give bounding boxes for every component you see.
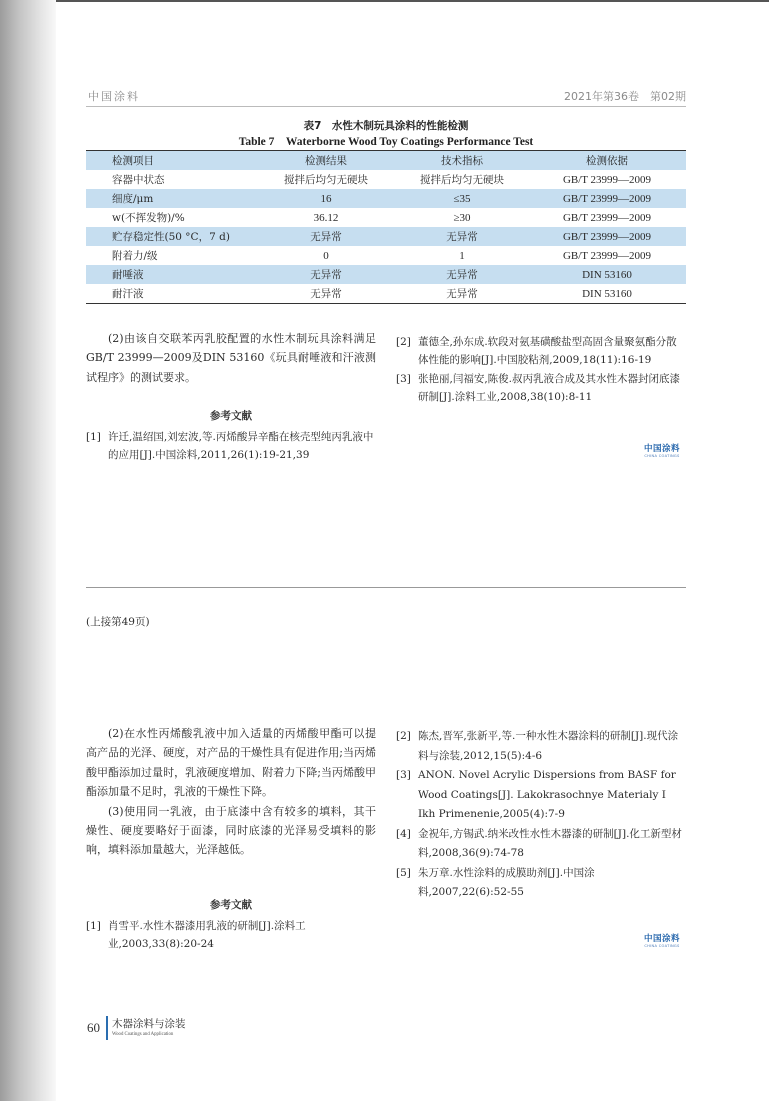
reference-number: [1]: [86, 431, 101, 443]
reference-text: 董德全,孙东成.软段对氨基磺酸盐型高固含量聚氨酯分散体性能的影响[J].中国胶粘剂,2009,18(11):16-19: [418, 336, 677, 367]
reference-text: 陈杰,晋军,张新平,等.一种水性木器涂料的研制[J].现代涂料与涂装,2012,15(5):4-6: [418, 730, 679, 762]
table-cell: 16: [256, 189, 396, 208]
reference-text: 肖雪平.水性木器漆用乳液的研制[J].涂料工业,2003,33(8):20-24: [108, 920, 306, 951]
upper-references-right: [396, 333, 686, 407]
table-cell: 细度/μm: [86, 189, 256, 208]
table-header-row: [86, 151, 686, 171]
table-cell: 无异常: [396, 265, 528, 284]
reference-text: 张艳丽,闫福安,陈俊.叔丙乳液合成及其水性木器封闭底漆研制[J].涂料工业,2008,38(10):8-11: [418, 372, 681, 404]
footer-journal-cn: 木器涂料与涂装: [112, 1018, 186, 1030]
reference-number: [4]: [396, 827, 411, 840]
table-caption-cn: 表7 水性木制玩具涂料的性能检测: [303, 120, 469, 132]
table-row: [86, 189, 686, 208]
reference-item: [396, 333, 686, 370]
table-row: [86, 265, 686, 284]
reference-text: 朱万章.水性涂料的成膜助剂[J].中国涂料,2007,22(6):52-55: [418, 866, 595, 898]
table-row: [86, 170, 686, 189]
footer-accent-bar: [106, 1016, 108, 1040]
table-cell: 耐汗液: [112, 288, 144, 300]
table-cell: ≤35: [396, 189, 528, 208]
table-cell: DIN 53160: [582, 287, 632, 300]
reference-item: [396, 825, 686, 864]
reference-item: [86, 428, 376, 465]
table-cell: GB/T 23999—2009: [562, 173, 652, 186]
reference-item: [396, 766, 686, 825]
reference-text: ANON. Novel Acrylic Dispersions from BASF for Wood Coatings[J]. Lakokrasochnye Materialy I Ikh Primenenie,2005(4):7-9: [418, 769, 676, 820]
table-cell: 无异常: [256, 265, 396, 284]
conclusion-paragraph: (2)在水性丙烯酸乳液中加入适量的丙烯酸甲酯可以提高产品的光泽、硬度，对产品的干燥性具有促进作用;当丙烯酸甲酯添加过量时，乳液硬度增加、附着力下降;当丙烯酸甲酯添加量不足时，乳液的干燥性下降。: [86, 727, 376, 799]
lower-references-left: [86, 917, 376, 954]
reference-number: [5]: [396, 866, 411, 879]
table-header-cell: 检测结果: [256, 151, 396, 171]
table-cell: 无异常: [256, 227, 396, 246]
table-cell: DIN 53160: [528, 265, 686, 284]
logo-text-en: CHINA COATINGS: [644, 943, 680, 948]
reference-item: [396, 727, 686, 766]
running-head: [86, 86, 686, 107]
table-row: [86, 227, 686, 246]
reference-item: [86, 917, 376, 954]
reference-text: 许迁,温绍国,刘宏波,等.丙烯酸异辛酯在核壳型纯丙乳液中的应用[J].中国涂料,2011,26(1):19-21,39: [108, 431, 374, 462]
logo-text-en: CHINA COATINGS: [644, 453, 680, 458]
table-cell: 容器中状态: [112, 174, 165, 186]
reference-text: 金祝年,方锡武.纳米改性水性木器漆的研制[J].化工新型材料,2008,36(9):74-78: [418, 827, 682, 859]
table-cell: GB/T 23999—2009: [528, 189, 686, 208]
table-cell: 无异常: [446, 288, 478, 300]
logo-text-cn: 中国涂料: [643, 444, 680, 454]
reference-item: [396, 370, 686, 407]
logo-text-cn: 中国涂料: [643, 934, 680, 944]
table-header-cell: 检测项目: [86, 151, 256, 171]
conclusion-paragraph: (2)由该自交联苯丙乳胶配置的水性木制玩具涂料满足GB/T 23999—2009及DIN 53160《玩具耐唾液和汗液测试程序》的测试要求。: [86, 332, 376, 384]
table-cell: 1: [459, 249, 465, 262]
table-cell: 附着力/级: [112, 250, 158, 262]
table-cell: 无异常: [310, 288, 342, 300]
reference-number: [3]: [396, 769, 411, 781]
table-cell: 耐唾液: [86, 265, 256, 284]
table-caption-en: Table 7 Waterborne Wood Toy Coatings Performance Test: [238, 136, 534, 148]
upper-conclusion: [86, 329, 376, 387]
top-rule: [56, 0, 769, 2]
table-cell: w(不挥发物)/%: [112, 212, 185, 224]
table-cell: 无异常: [396, 227, 528, 246]
article-divider: [86, 587, 686, 588]
upper-references-heading: 参考文献: [210, 410, 252, 422]
footer-journal-en: Wood Coatings and Application: [112, 1032, 174, 1037]
lower-references-heading: 参考文献: [210, 899, 252, 911]
running-head-issue: 2021年第36卷 第02期: [564, 90, 686, 103]
china-coatings-logo: [638, 935, 686, 948]
table-cell: 36.12: [313, 211, 339, 224]
reference-number: [1]: [86, 920, 101, 932]
reference-number: [3]: [396, 372, 411, 385]
lower-references-right: [396, 727, 686, 903]
performance-table: [86, 150, 686, 304]
table-header-cell: 检测依据: [528, 151, 686, 171]
table-row: [86, 208, 686, 227]
page-number: 60: [87, 1020, 100, 1035]
continuation-note: (上接第49页): [86, 616, 150, 628]
table-cell: GB/T 23999—2009: [562, 211, 652, 224]
table-cell: 搅拌后均匀无硬块: [420, 174, 504, 186]
table-cell: GB/T 23999—2009: [562, 249, 652, 262]
reference-number: [2]: [396, 336, 411, 348]
table-row: [86, 284, 686, 304]
table-cell: 0: [323, 249, 329, 262]
table-row: [86, 246, 686, 265]
table-cell: 搅拌后均匀无硬块: [284, 174, 368, 186]
table-cell: ≥30: [453, 211, 471, 224]
conclusion-paragraph: (3)使用同一乳液，由于底漆中含有较多的填料，其干燥性、硬度要略好于面漆，同时底漆的光泽易受填料的影响，填料添加量越大，光泽越低。: [86, 804, 376, 857]
table-header-cell: 技术指标: [396, 151, 528, 171]
lower-conclusion: [86, 724, 376, 860]
reference-item: [396, 864, 686, 903]
reference-number: [2]: [396, 730, 411, 742]
china-coatings-logo: [638, 445, 686, 458]
running-head-journal: 中国涂料: [88, 90, 140, 103]
table-cell: 贮存稳定性(50 °C，7 d): [86, 227, 256, 246]
upper-references-left: [86, 428, 376, 465]
table-cell: GB/T 23999—2009: [528, 227, 686, 246]
page-gutter-shadow: [0, 0, 56, 1101]
